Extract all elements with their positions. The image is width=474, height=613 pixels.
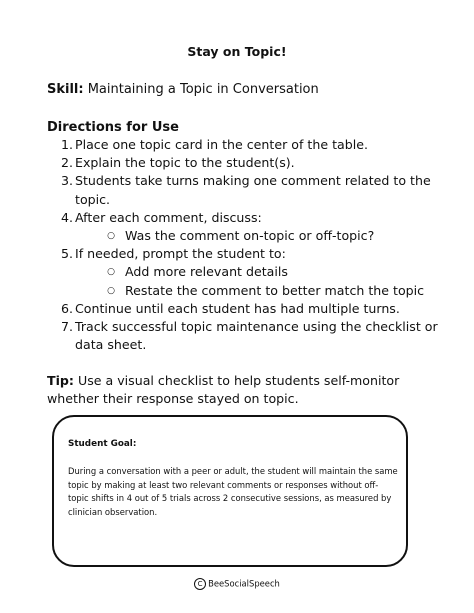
sub-list	[75, 227, 447, 245]
directions-heading: Directions for Use	[47, 120, 179, 135]
sub-item-text: Add more relevant details	[125, 264, 288, 280]
direction-step	[47, 172, 447, 208]
direction-step	[47, 154, 447, 172]
step-text: Students take turns making one comment related to the topic.	[75, 173, 431, 207]
sub-list-row	[47, 263, 447, 299]
tip-label: Tip:	[47, 373, 74, 388]
step-number: 1.	[60, 137, 73, 152]
sub-item-text: Restate the comment to better match the topic	[125, 282, 425, 298]
step-number: 4.	[60, 209, 73, 225]
student-goal-box	[52, 415, 408, 567]
bullet-circle-icon: ○	[107, 267, 115, 278]
step-text: Explain the topic to the student(s).	[75, 155, 295, 171]
direction-step	[47, 318, 447, 354]
sub-item	[75, 227, 447, 245]
sub-item	[75, 263, 447, 281]
skill-line	[47, 82, 319, 97]
bullet-circle-icon: ○	[107, 285, 115, 296]
goal-heading: Student Goal:	[68, 439, 137, 449]
step-text: If needed, prompt the student to:	[75, 246, 286, 262]
tip-text: Use a visual checklist to help students self-monitor whether their response stayed on topic.	[47, 373, 400, 406]
bullet-circle-icon: ○	[107, 231, 115, 242]
step-number: 6.	[60, 300, 73, 316]
skill-text: Maintaining a Topic in Conversation	[83, 82, 319, 97]
sub-list-row	[47, 227, 447, 245]
tip-paragraph	[47, 372, 447, 408]
direction-step	[47, 136, 447, 154]
copyright-icon: C	[194, 578, 206, 590]
goal-text: During a conversation with a peer or adult, the student will maintain the same topic by making at least two relevant comments or responses without off-topic shifts in 4 out of 5 trials across 2 consecutive sessions, as measured by clinician observation.	[68, 466, 398, 517]
step-number: 3.	[60, 173, 73, 189]
footer-credit	[0, 578, 474, 590]
step-text: Track successful topic maintenance using the checklist or data sheet.	[75, 319, 438, 353]
skill-label: Skill:	[47, 82, 84, 97]
direction-step	[47, 245, 447, 263]
directions-list	[47, 136, 447, 354]
sub-list	[75, 263, 447, 299]
sub-item	[75, 282, 447, 300]
direction-step	[47, 209, 447, 227]
footer-brand: BeeSocialSpeech	[208, 578, 280, 589]
step-number: 7.	[60, 319, 73, 335]
page-title: Stay on Topic!	[187, 44, 287, 59]
step-text: Continue until each student has had multiple turns.	[75, 300, 400, 316]
step-number: 2.	[60, 155, 73, 171]
step-number: 5.	[60, 246, 73, 262]
step-text: Place one topic card in the center of the table.	[75, 137, 368, 152]
sub-item-text: Was the comment on-topic or off-topic?	[125, 228, 375, 244]
step-text: After each comment, discuss:	[75, 209, 262, 225]
direction-step	[47, 300, 447, 318]
